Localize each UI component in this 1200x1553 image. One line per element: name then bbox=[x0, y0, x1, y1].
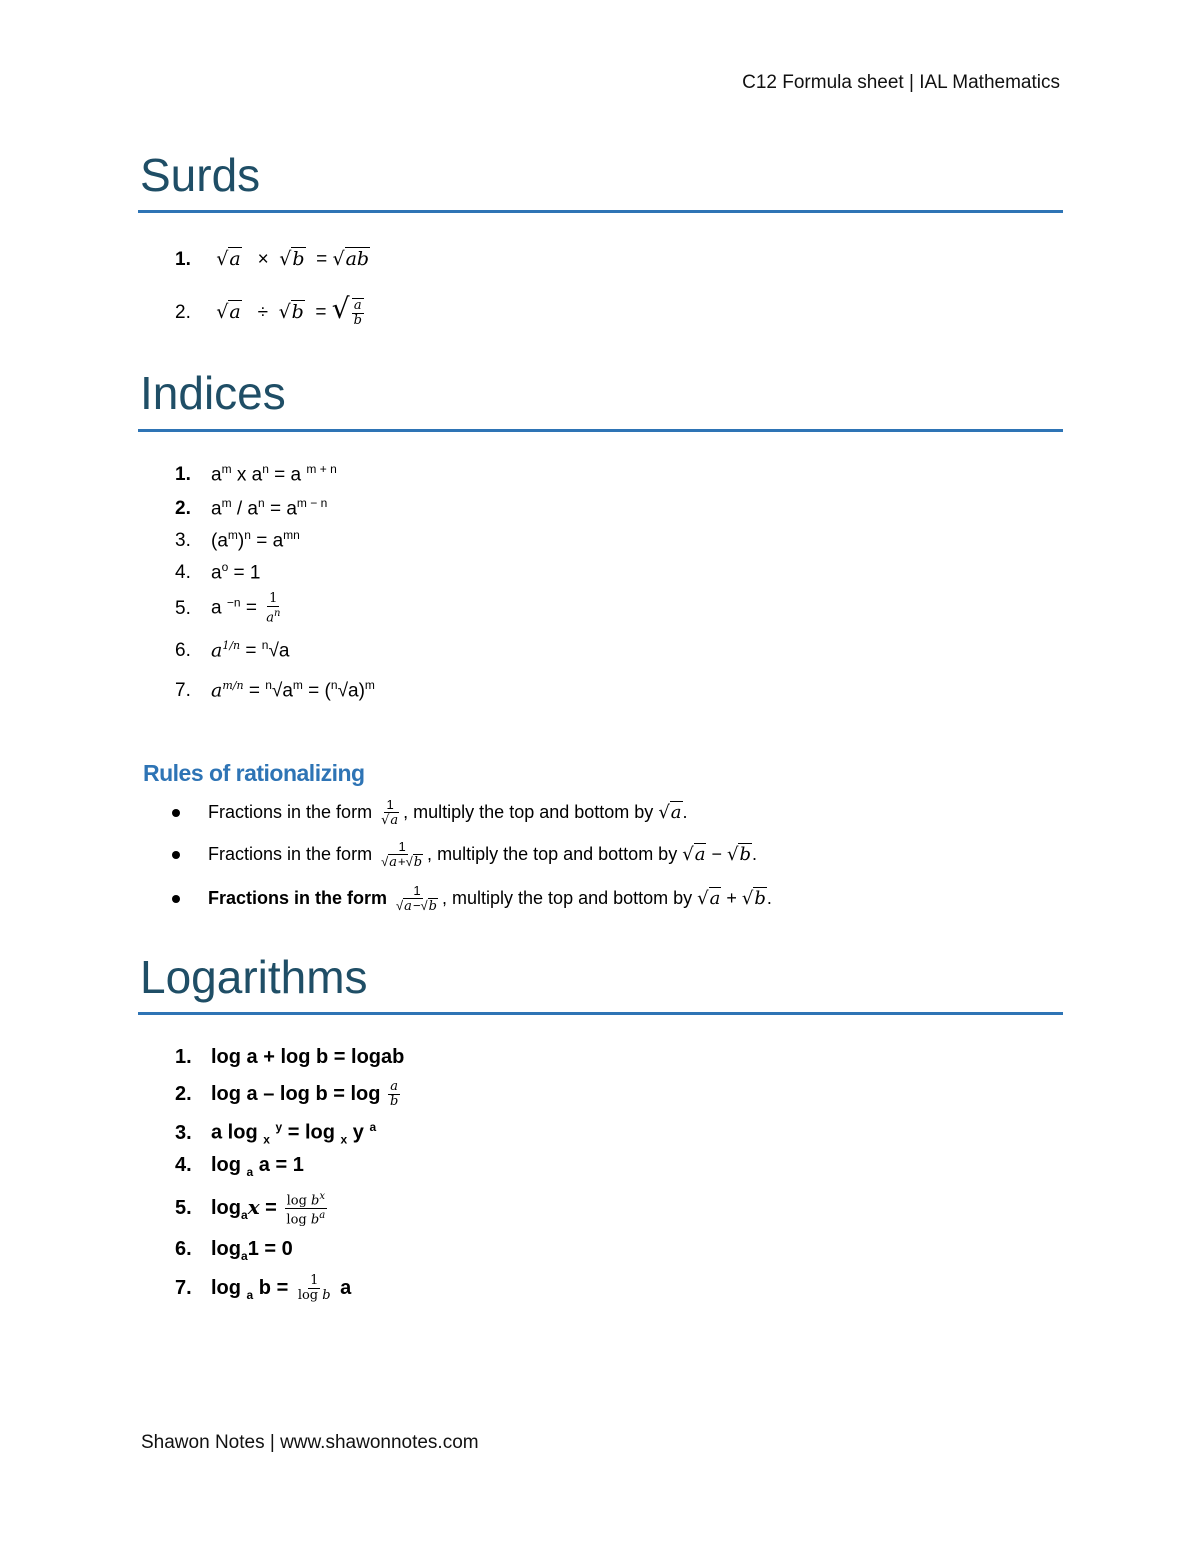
section-title-indices: Indices bbox=[140, 367, 286, 419]
bullet-icon bbox=[172, 851, 180, 859]
list-item: 2. $a^m / a^n = a^{m - n}$ bbox=[175, 496, 328, 520]
list-item: 7. $a^{m/n} = ^n√a^m = (^n√a)^m$ bbox=[175, 678, 375, 702]
section-title-surds: Surds bbox=[140, 149, 261, 201]
list-item: 2. log a – log b = log $\frac{a}{b}$ bbox=[175, 1079, 399, 1109]
list-item: 3. $(a^m)^n = a^{mn}$ bbox=[175, 528, 300, 552]
bullet-icon bbox=[172, 895, 180, 903]
list-item: 1. √a × √b = √ab bbox=[175, 248, 370, 270]
subheading-rationalizing: Rules of rationalizing bbox=[143, 760, 365, 786]
list-item: Fractions in the form $\frac{1}{√a+√b}$ , multiply the top and bottom by √a − √b. bbox=[172, 840, 757, 870]
list-item: Fractions in the form $\frac{1}{√a}$ , multiply the top and bottom by √a. bbox=[172, 798, 688, 828]
list-item: 6. $a^{1/n} = ^n√a$ bbox=[175, 638, 290, 662]
list-item: 4. $a^o = 1$ bbox=[175, 560, 261, 584]
list-item: 5. $\log_ax$ = $\frac{\log b^x}{\log b^a}$ bbox=[175, 1191, 326, 1228]
list-item: 2. √a ÷ √b = √ $\frac{a}{b}$ bbox=[175, 292, 362, 328]
page-footer: Shawon Notes | www.shawonnotes.com bbox=[141, 1432, 479, 1453]
list-item: 1. $a^m$ x $a^n = a$ $^{m + n}$ bbox=[175, 462, 337, 486]
section-divider bbox=[138, 429, 1063, 432]
bullet-icon bbox=[172, 809, 180, 817]
sqrt-symbol: √ bbox=[216, 248, 229, 270]
section-divider bbox=[138, 1012, 1063, 1015]
section-divider bbox=[138, 210, 1063, 213]
list-item: 7. log $_a$ b = $\frac{1}{\text{log b}}$ a bbox=[175, 1273, 352, 1303]
list-item: 6. $\log_a1 = 0$ bbox=[175, 1238, 293, 1263]
list-item: 1. log a + log b = logab bbox=[175, 1046, 405, 1068]
section-title-logarithms: Logarithms bbox=[140, 951, 368, 1003]
list-item: 5. a $^{-n}$ = $\frac{1}{a^n}$ bbox=[175, 591, 281, 626]
list-item: 4. log $_a$ a = 1 bbox=[175, 1154, 304, 1179]
list-item: Fractions in the form $\frac{1}{√a-√b}$ , multiply the top and bottom by √a + √b. bbox=[172, 884, 772, 914]
list-item: 3. a log $_x$ $^y$ = log $_x$ y $^a$ bbox=[175, 1120, 377, 1147]
page-header: C12 Formula sheet | IAL Mathematics bbox=[742, 72, 1060, 93]
